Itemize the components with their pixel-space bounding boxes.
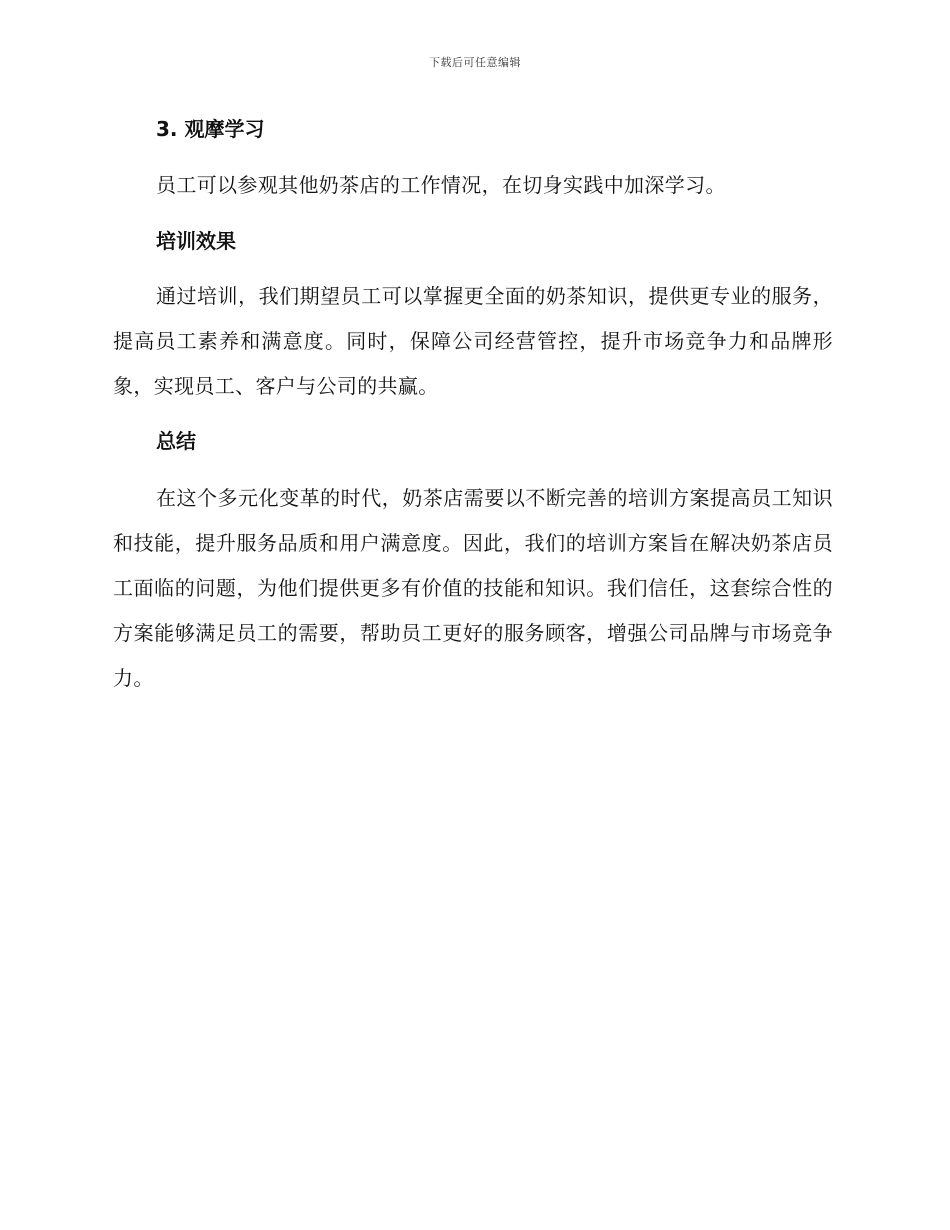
paragraph-summary: 在这个多元化变革的时代，奶茶店需要以不断完善的培训方案提高员工知识和技能，提升服务品质和用户满意度。因此，我们的培训方案旨在解决奶茶店员工面临的问题，为他们提供更多有价值的技能和知识。我们信任，这套综合性的方案能够满足员工的需要，帮助员工更好的服务顾客，增强公司品牌与市场竞争力。 [113, 486, 833, 690]
page-header-note: 下载后可任意编辑 [429, 56, 521, 69]
paragraph-observe-learning: 员工可以参观其他奶茶店的工作情况，在切身实践中加深学习。 [156, 173, 726, 197]
section-heading-observe-learning: 3. 观摩学习 [156, 117, 265, 141]
paragraph-training-effect: 通过培训，我们期望员工可以掌握更全面的奶茶知识，提供更专业的服务，提高员工素养和满意度。同时，保障公司经营管控，提升市场竞争力和品牌形象，实现员工、客户与公司的共赢。 [113, 284, 833, 398]
section-heading-summary: 总结 [156, 429, 196, 453]
document-body [113, 112, 833, 701]
section-heading-training-effect: 培训效果 [156, 229, 236, 253]
